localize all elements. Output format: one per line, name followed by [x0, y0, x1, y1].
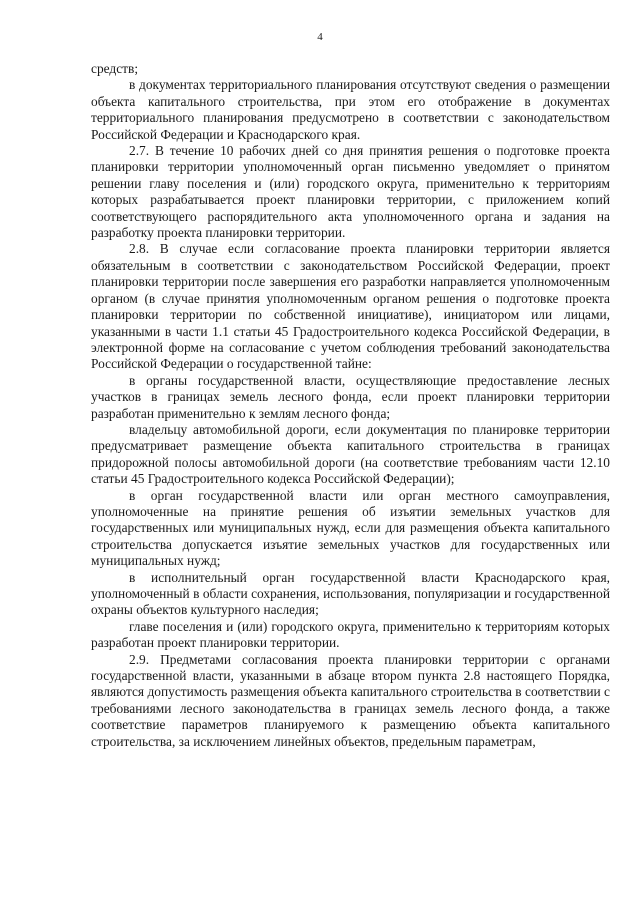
paragraph: 2.8. В случае если согласование проекта планировки территории является обязательным в соответствии с законодательством Российской Федерации, проект планировки территории после завершения его разработки направляется уполномоченным органом (в случае принятия уполномоченным органом решения о подготовке проекта планировки территории по собственной инициативе), инициатором или лицами, указанными в части 1.1 статьи 45 Градостроительного кодекса Российской Федерации, в электронной форме на согласование с учетом соблюдения требований законодательства Российской Федерации о государственной тайне:	[91, 241, 610, 372]
paragraph: средств;	[91, 61, 139, 76]
paragraph: главе поселения и (или) городского округа, применительно к территориям которых разработан проект планировки территории.	[91, 618, 610, 651]
paragraph: в органы государственной власти, осуществляющие предоставление лесных участков в границах земель лесного фонда, если проект планировки территории разработан применительно к землям лесного фонда;	[91, 372, 610, 421]
paragraph: в документах территориального планирования отсутствуют сведения о размещении объекта капитального строительства, при этом его отображение в документах территориального планирования предусмотрено в соответствии с законодательством Российской Федерации и Краснодарского края.	[91, 77, 610, 142]
paragraph: владельцу автомобильной дороги, если документация по планировке территории предусматривает размещение объекта капитального строительства в границах придорожной полосы автомобильной дороги (на соответствие требованиям части 12.10 статьи 45 Градостроительного кодекса Российской Федерации);	[91, 421, 610, 487]
paragraph: в орган государственной власти или орган местного самоуправления, уполномоченные на принятие решения об изъятии земельных участков для государственных или муниципальных нужд, если для размещения объекта капитального строительства допускается изъятие земельных участков для государственных или муниципальных нужд;	[91, 487, 610, 569]
paragraph: 2.9. Предметами согласования проекта планировки территории с органами государственной власти, указанными в абзаце втором пункта 2.8 настоящего Порядка, являются допустимость размещения объекта капитального строительства в соответствии с требованиями лесного законодательства в границах земель лесного фонда, а также соответствие параметров планируемого к размещению объекта капитального строительства, за исключением линейных объектов, предельным параметрам,	[91, 651, 610, 749]
paragraph: 2.7. В течение 10 рабочих дней со дня принятия решения о подготовке проекта планировки территории уполномоченный орган письменно уведомляет о принятом решении главу поселения и (или) городского округа, применительно к территориям которых разрабатывается проект планировки территории, с приложением копий соответствующего распорядительного акта уполномоченного органа и задания на разработку проекта планировки территории.	[91, 143, 610, 241]
page-number: 4	[317, 31, 323, 43]
paragraph: в исполнительный орган государственной власти Краснодарского края, уполномоченный в области сохранения, использования, популяризации и государственной охраны объектов культурного наследия;	[91, 569, 610, 618]
document-body	[91, 61, 610, 750]
